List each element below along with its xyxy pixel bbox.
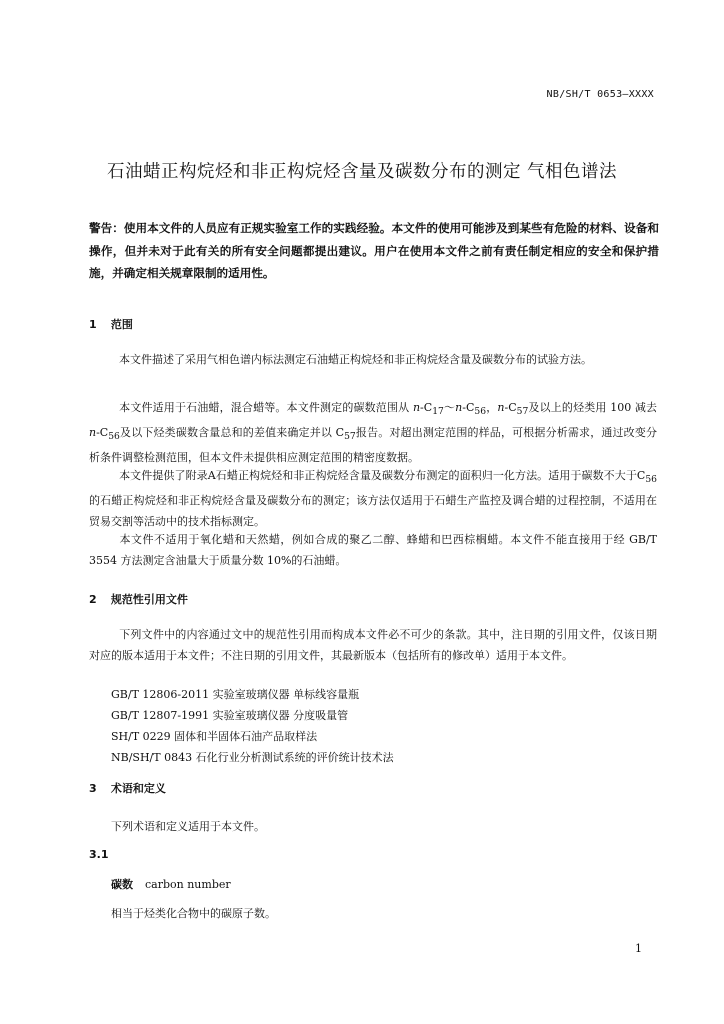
page-title: 石油蜡正构烷烃和非正构烷烃含量及碳数分布的测定 气相色谱法: [106, 162, 618, 182]
scope-paragraph-1: [89, 349, 657, 370]
section-title: 术语和定义: [110, 782, 166, 795]
paragraph-text: 本文件描述了采用气相色谱内标法测定石油蜡正构烷烃和非正构烷烃含量及碳数分布的试验方法。: [119, 353, 592, 366]
scope-paragraph-3: 本文件提供了附录A石蜡正构烷烃和非正构烷烃含量及碳数分布测定的面积归一化方法。适用于碳数不大于$C_{56}$的石蜡正构烷烃和非正构烷烃含量及碳数分布的测定；该方法仅适用于石蜡生产监控及调合蜡的过程控制，不适用在贸易交割等活动中的技术指标测定。: [89, 469, 657, 529]
term-chinese: 碳数: [111, 878, 133, 891]
section-2-heading: [89, 591, 188, 607]
scope-paragraph-4: [89, 529, 657, 571]
term-english: carbon number: [145, 878, 231, 891]
section-number: 1: [89, 318, 97, 331]
scope-paragraph-2: 本文件适用于石油蜡，混合蜡等。本文件测定的碳数范围从 $n-C_{17}\sim n-C_{56}$，$n-C_{57}$及以上的烃类用 100 减去 $n-C_{56}$及以下烃类碳数含量总和的差值来确定并以 $C_{57}$报告。对超出测定范围的样品，可根据分析需求，通过改变分析条件调整检测范围，但本文件未提供相应测定范围的精密度数据。: [89, 401, 658, 465]
section-number: 3: [89, 782, 97, 795]
reference-item: SH/T 0229 固体和半固体石油产品取样法: [111, 730, 318, 743]
warning-paragraph: 警告：使用本文件的人员应有正规实验室工作的实践经验。本文件的使用可能涉及到某些有危险的材料、设备和操作，但并未对于此有关的所有安全问题都提出建议。用户在使用本文件之前有责任制定相应的安全和保护措施，并确定相关规章限制的适用性。: [89, 221, 659, 280]
section-1-heading: [89, 316, 133, 332]
document-code: NB/SH/T 0653—XXXX: [546, 89, 654, 100]
subsection-number: 3.1: [89, 848, 109, 861]
terms-intro: 下列术语和定义适用于本文件。: [111, 820, 265, 833]
paragraph-text: 下列文件中的内容通过文中的规范性引用而构成本文件必不可少的条款。其中，注日期的引用文件，仅该日期对应的版本适用于本文件；不注日期的引用文件，其最新版本（包括所有的修改单）适用于本文件。: [89, 628, 657, 662]
section-number: 2: [89, 593, 97, 606]
reference-item: GB/T 12806-2011 实验室玻璃仪器 单标线容量瓶: [111, 688, 360, 701]
page-number: 1: [635, 942, 642, 955]
term-definition: 相当于烃类化合物中的碳原子数。: [111, 907, 276, 920]
term-entry: [111, 876, 231, 892]
normative-intro: [89, 624, 657, 666]
section-title: 范围: [110, 318, 133, 331]
reference-item: GB/T 12807-1991 实验室玻璃仪器 分度吸量管: [111, 709, 349, 722]
section-title: 规范性引用文件: [110, 593, 188, 606]
section-3-heading: [89, 780, 166, 796]
paragraph-text: 本文件不适用于氧化蜡和天然蜡，例如合成的聚乙二醇、蜂蜡和巴西棕榈蜡。本文件不能直接用于经 GB/T 3554 方法测定含油量大于质量分数 10%的石油蜡。: [89, 533, 657, 567]
reference-item: NB/SH/T 0843 石化行业分析测试系统的评价统计技术法: [111, 751, 394, 764]
